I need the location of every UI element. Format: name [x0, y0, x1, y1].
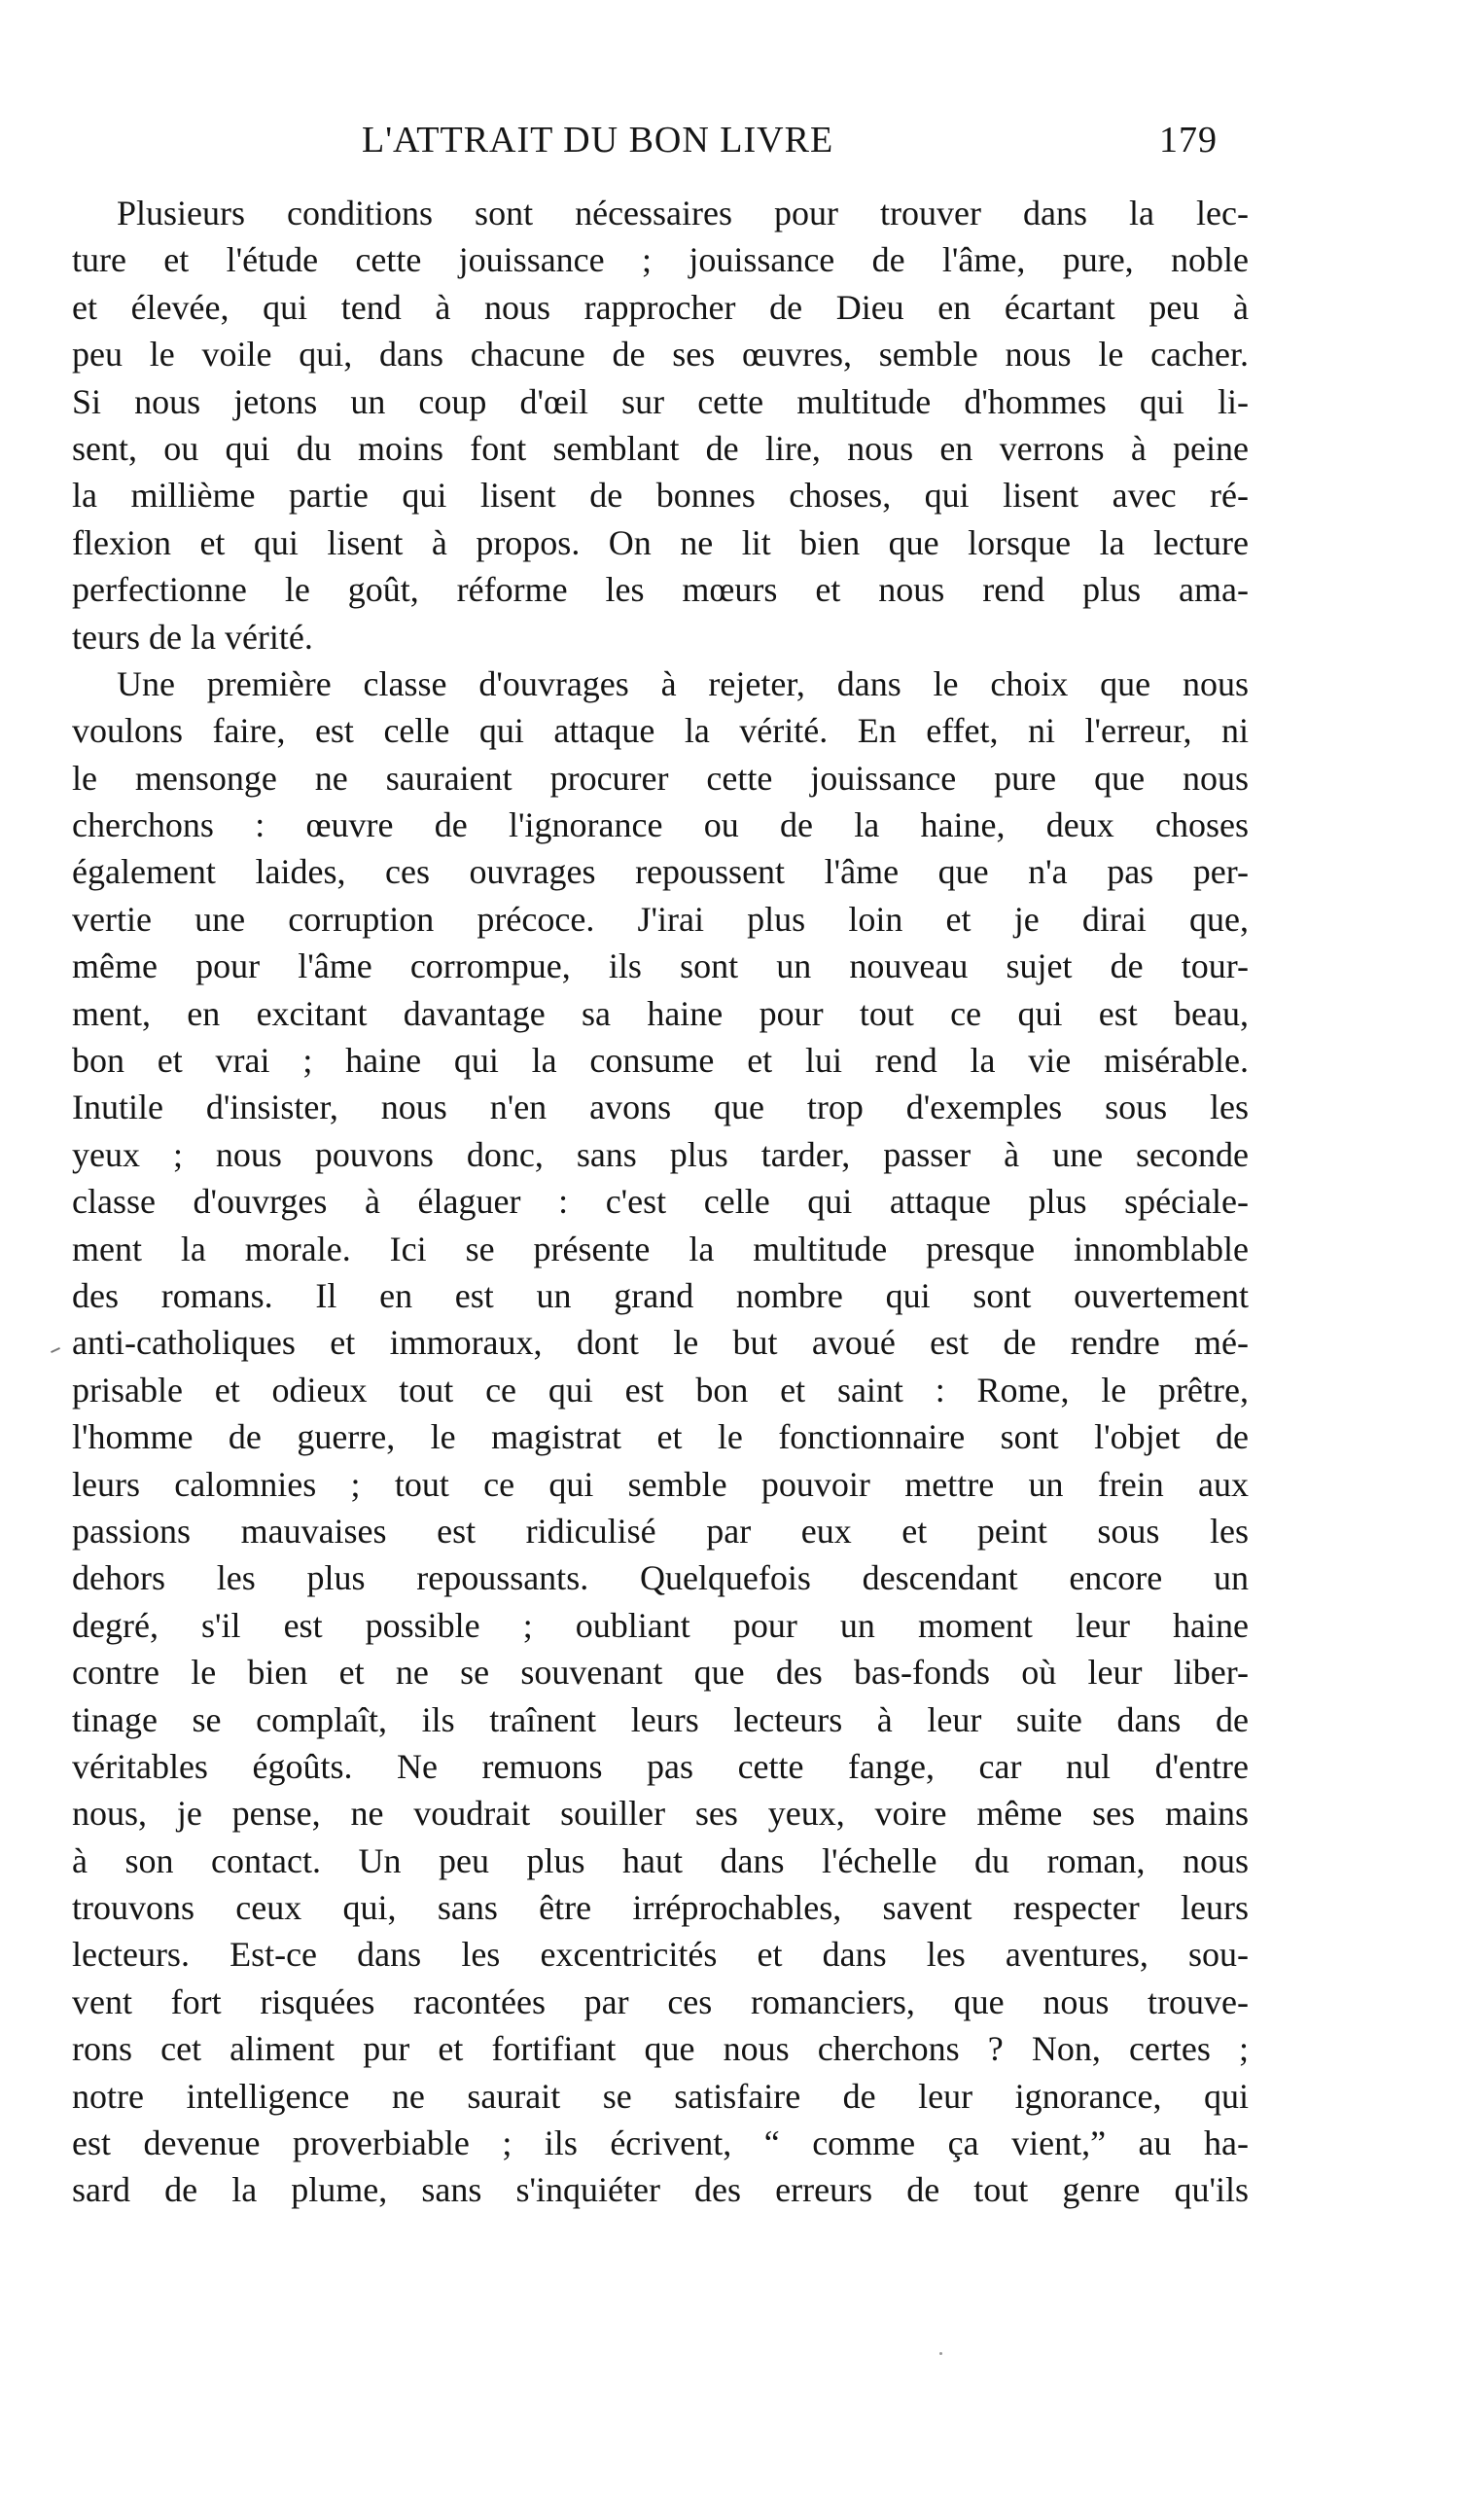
text-line: ture et l'étude cette jouissance ; jouissance de l'âme, pure, noble — [72, 240, 1249, 280]
text-line: tinage se complaît, ils traînent leurs lecteurs à leur suite dans de — [72, 1699, 1249, 1739]
text-line: vent fort risquées racontées par ces romanciers, que nous trouve- — [72, 1981, 1249, 2021]
text-line: yeux ; nous pouvons donc, sans plus tarder, passer à une seconde — [72, 1134, 1249, 1174]
text-line: ment, en excitant davantage sa haine pour tout ce qui est beau, — [72, 993, 1249, 1033]
text-line: Plusieurs conditions sont nécessaires pour trouver dans la lec- — [117, 194, 1249, 232]
text-line: également laides, ces ouvrages repoussent l'âme que n'a pas per- — [72, 852, 1249, 892]
text-line: l'homme de guerre, le magistrat et le fonctionnaire sont l'objet de — [72, 1417, 1249, 1457]
text-line: peu le voile qui, dans chacune de ses œuvres, semble nous le cacher. — [72, 335, 1249, 375]
text-line: perfectionne le goût, réforme les mœurs et nous rend plus ama- — [72, 570, 1249, 610]
text-line: notre intelligence ne saurait se satisfaire de leur ignorance, qui — [72, 2076, 1249, 2116]
text-line: contre le bien et ne se souvenant que des bas-fonds où leur liber- — [72, 1653, 1249, 1693]
text-line: ment la morale. Ici se présente la multitude presque innomblable — [72, 1229, 1249, 1268]
text-line: Une première classe d'ouvrages à rejeter, dans le choix que nous — [117, 663, 1249, 703]
text-line: bon et vrai ; haine qui la consume et lui rend la vie misérable. — [72, 1041, 1249, 1081]
text-line: voulons faire, est celle qui attaque la vérité. En effet, ni l'erreur, ni — [72, 711, 1249, 751]
text-line: et élevée, qui tend à nous rapprocher de Dieu en écartant peu à — [72, 287, 1249, 327]
text-line: classe d'ouvrges à élaguer : c'est celle qui attaque plus spéciale- — [72, 1182, 1249, 1222]
text-line: à son contact. Un peu plus haut dans l'échelle du roman, nous — [72, 1840, 1249, 1880]
text-line: dehors les plus repoussants. Quelquefois descendant encore un — [72, 1558, 1249, 1598]
text-line: nous, je pense, ne voudrait souiller ses yeux, voire même ses mains — [72, 1794, 1249, 1834]
paper-speck — [939, 2352, 942, 2355]
text-line: des romans. Il en est un grand nombre qui sont ouvertement — [72, 1275, 1249, 1315]
text-line: véritables égoûts. Ne remuons pas cette fange, car nul d'entre — [72, 1746, 1249, 1786]
text-line: degré, s'il est possible ; oubliant pour un moment leur haine — [72, 1605, 1249, 1645]
text-line: le mensonge ne sauraient procurer cette jouissance pure que nous — [72, 758, 1249, 798]
text-line: vertie une corruption précoce. J'irai plus loin et je dirai que, — [72, 899, 1249, 939]
text-line: sard de la plume, sans s'inquiéter des erreurs de tout genre qu'ils — [72, 2170, 1249, 2210]
page-number: 179 — [1159, 120, 1218, 161]
margin-pencil-mark — [51, 1347, 60, 1353]
text-line: leurs calomnies ; tout ce qui semble pouvoir mettre un frein aux — [72, 1464, 1249, 1504]
text-line: est devenue proverbiable ; ils écrivent, “ comme ça vient,” au ha- — [72, 2123, 1249, 2163]
text-line: rons cet aliment pur et fortifiant que nous cherchons ? Non, certes ; — [72, 2029, 1249, 2069]
body-text — [72, 190, 1249, 2214]
text-line: Inutile d'insister, nous n'en avons que trop d'exemples sous les — [72, 1088, 1249, 1127]
text-line: teurs de la vérité. — [72, 617, 313, 657]
text-line: passions mauvaises est ridiculisé par eux et peint sous les — [72, 1511, 1249, 1551]
running-header — [0, 119, 1484, 167]
text-line: lecteurs. Est-ce dans les excentricités et dans les aventures, sou- — [72, 1935, 1249, 1975]
text-line: cherchons : œuvre de l'ignorance ou de la haine, deux choses — [72, 805, 1249, 845]
text-line: flexion et qui lisent à propos. On ne lit bien que lorsque la lecture — [72, 522, 1249, 562]
text-line: même pour l'âme corrompue, ils sont un nouveau sujet de tour- — [72, 946, 1249, 986]
text-line: sent, ou qui du moins font semblant de lire, nous en verrons à peine — [72, 428, 1249, 468]
text-line: Si nous jetons un coup d'œil sur cette multitude d'hommes qui li- — [72, 381, 1249, 421]
text-line: la millième partie qui lisent de bonnes choses, qui lisent avec ré- — [72, 476, 1249, 516]
text-line: trouvons ceux qui, sans être irréprochables, savent respecter leurs — [72, 1888, 1249, 1928]
text-line: prisable et odieux tout ce qui est bon et saint : Rome, le prêtre, — [72, 1370, 1249, 1410]
text-line: anti-catholiques et immoraux, dont le but avoué est de rendre mé- — [72, 1323, 1249, 1363]
running-title: L'ATTRAIT DU BON LIVRE — [362, 120, 834, 161]
